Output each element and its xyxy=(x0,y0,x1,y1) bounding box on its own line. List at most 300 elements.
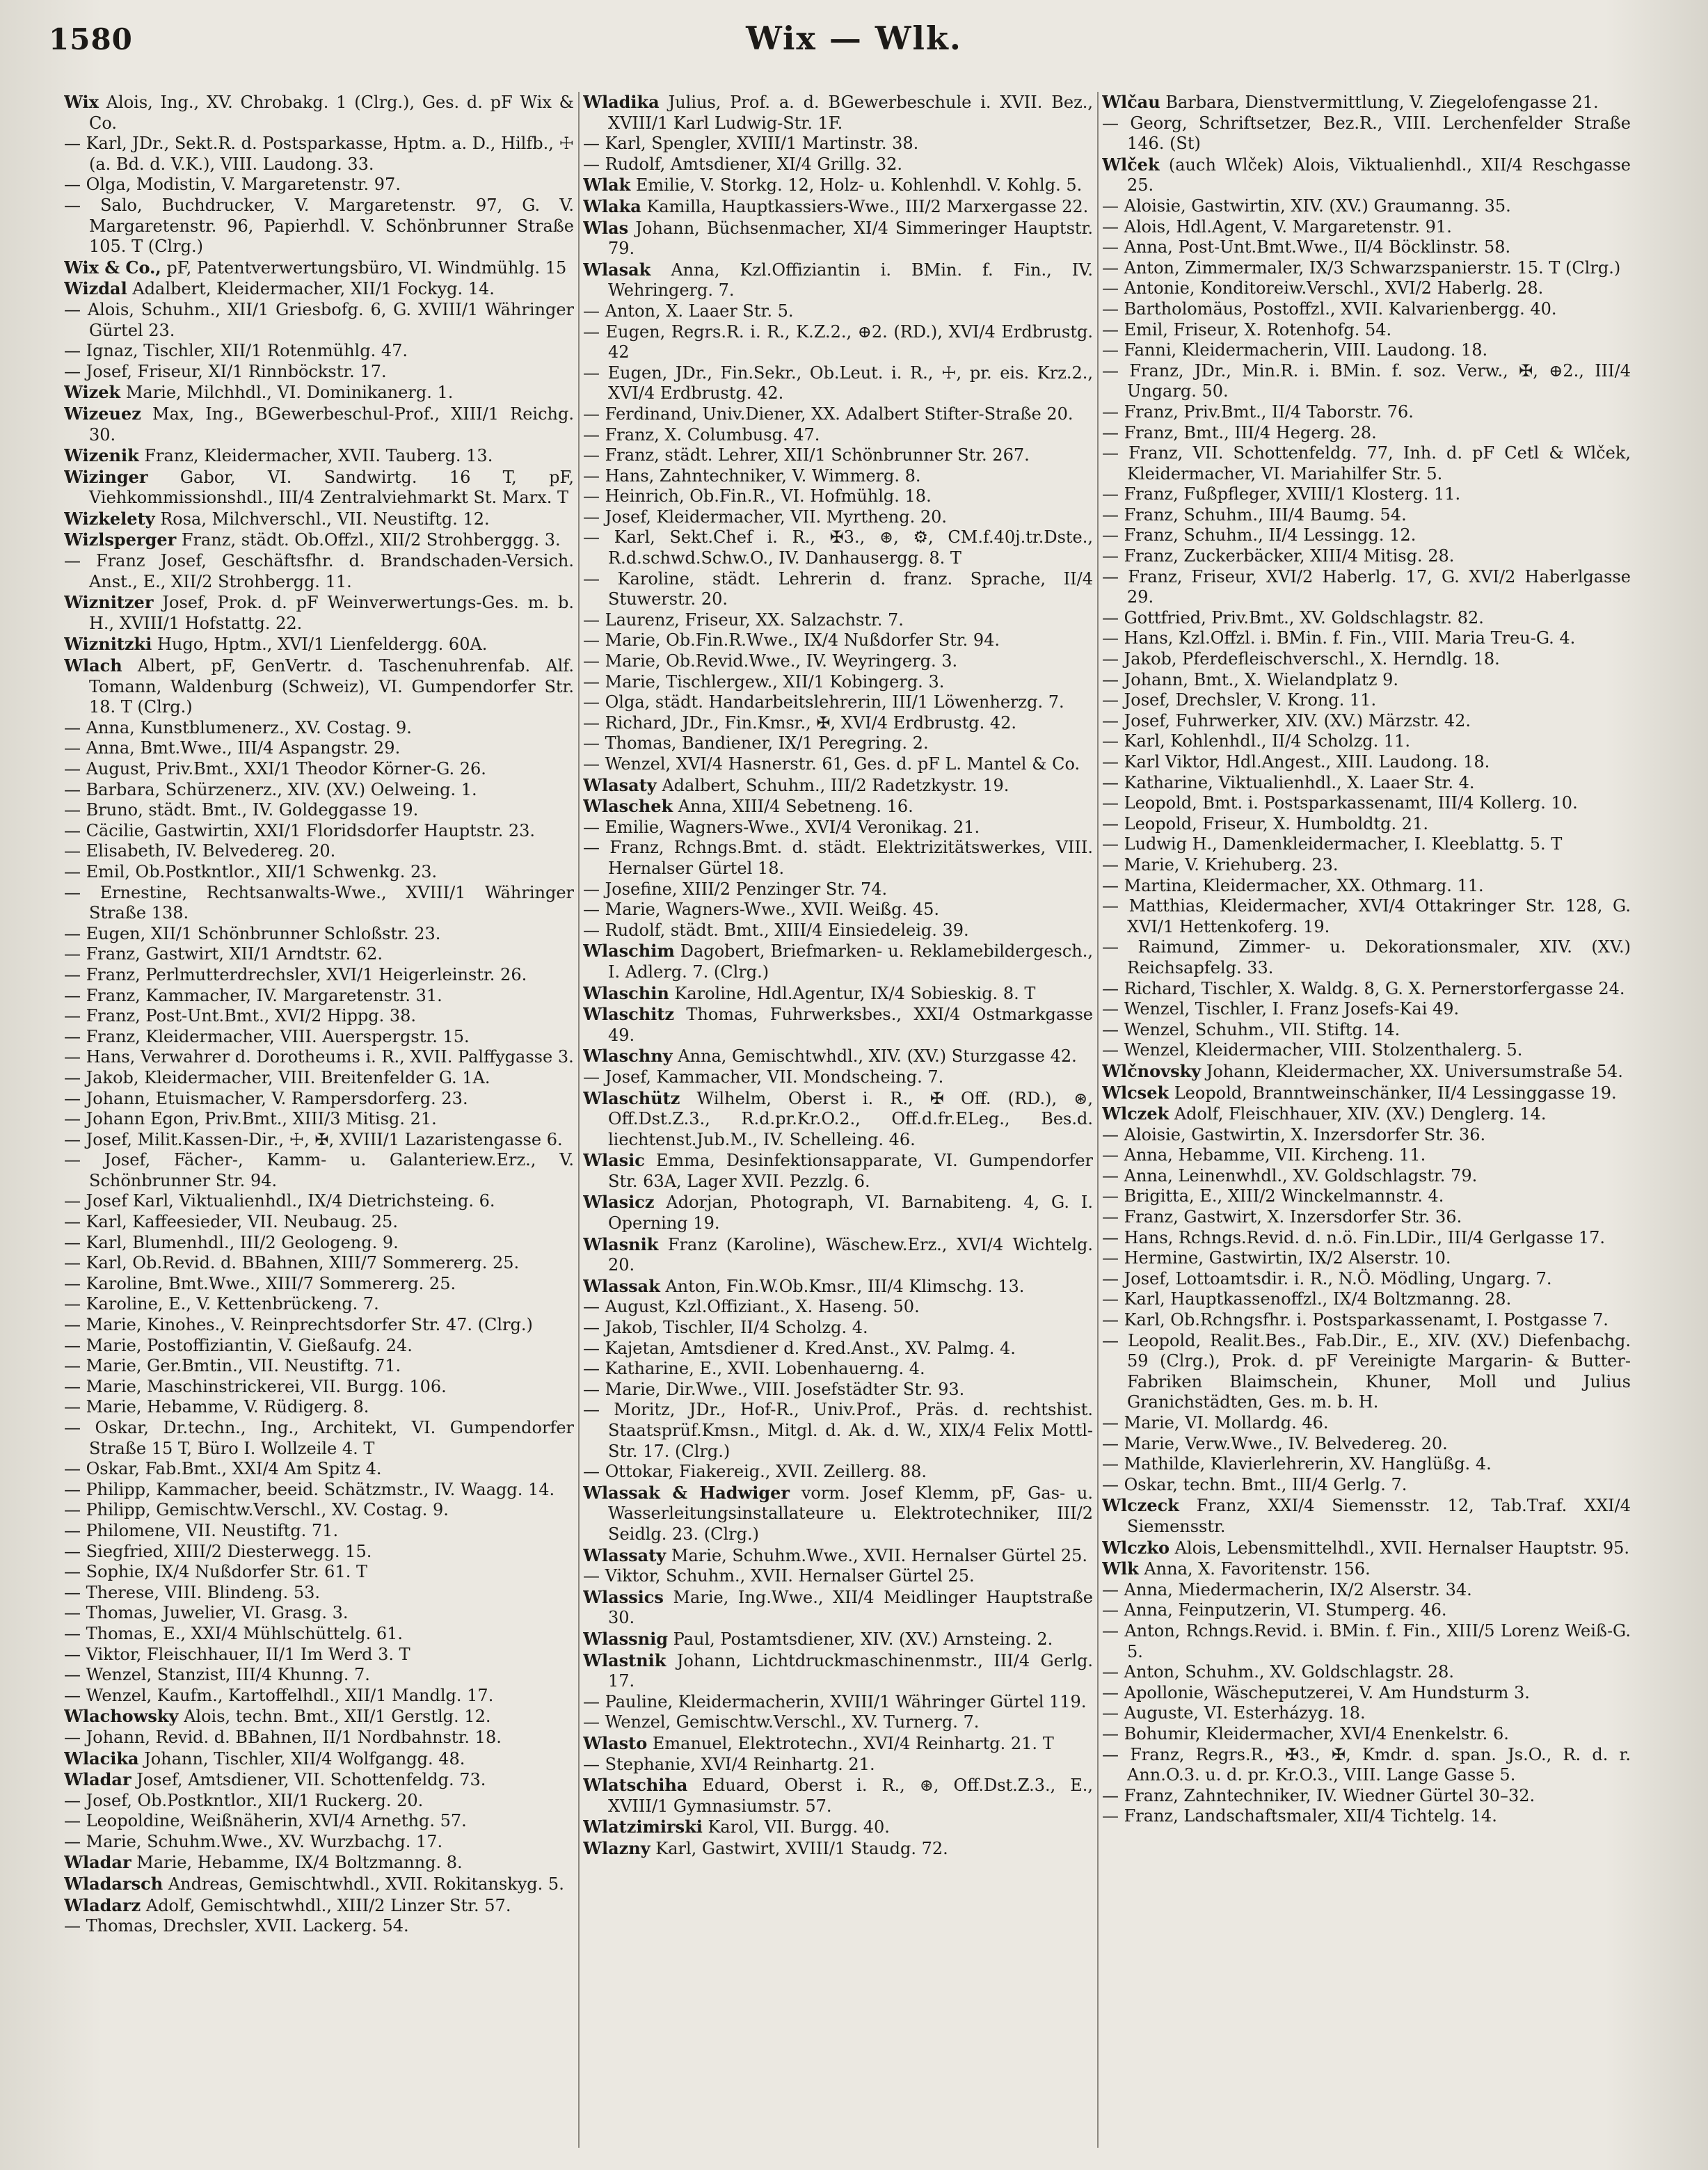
entry-details: — Marie, Hebamme, V. Rüdigerg. 8. xyxy=(64,1397,369,1417)
directory-entry xyxy=(583,630,1093,651)
entry-details: Adolf, Fleischhauer, XIV. (XV.) Denglerg. 14. xyxy=(1169,1104,1547,1124)
entry-details: Anna, Gemischtwhdl., XIV. (XV.) Sturzgasse 42. xyxy=(672,1046,1077,1067)
directory-entry xyxy=(1102,834,1631,855)
directory-entry xyxy=(583,1545,1093,1567)
entry-details: — Anton, Rchngs.Revid. i. BMin. f. Fin., XIII/5 Lorenz Weiß-G. 5. xyxy=(1102,1620,1631,1661)
directory-entry xyxy=(583,260,1093,301)
entry-surname: Wiznitzer xyxy=(64,592,154,613)
entry-details: — Karl, Spengler, XVIII/1 Martinstr. 38. xyxy=(583,134,919,154)
entry-surname: Wlčnovsky xyxy=(1102,1060,1202,1081)
entry-details: — Karl, Kohlenhdl., II/4 Scholzg. 11. xyxy=(1102,731,1411,751)
entry-details: — Philomene, VII. Neustiftg. 71. xyxy=(64,1520,339,1540)
entry-details: Adolf, Gemischtwhdl., XIII/2 Linzer Str. 57. xyxy=(141,1895,511,1915)
column-3 xyxy=(1102,92,1631,2151)
entry-details: — Hermine, Gastwirtin, IX/2 Alserstr. 10. xyxy=(1102,1248,1451,1268)
directory-entry xyxy=(583,301,1093,322)
directory-entry xyxy=(64,634,574,655)
entry-surname: Wlacika xyxy=(64,1748,139,1769)
directory-entry xyxy=(1102,1703,1631,1724)
directory-entry xyxy=(1102,1806,1631,1827)
entry-surname: Wlastnik xyxy=(583,1650,667,1670)
directory-entry xyxy=(583,838,1093,879)
directory-entry xyxy=(64,780,574,801)
entry-details: — Wenzel, Gemischtw.Verschl., XV. Turnerg. 7. xyxy=(583,1712,980,1732)
directory-entry xyxy=(64,1624,574,1645)
entry-details: — Gottfried, Priv.Bmt., XV. Goldschlagstr. 82. xyxy=(1102,607,1484,628)
entry-details: Johann, Kleidermacher, XX. Universumstraße 54. xyxy=(1201,1061,1623,1081)
directory-entry xyxy=(64,1686,574,1707)
entry-details: Wilhelm, Oberst i. R., ✠ Off. (RD.), ⊛, Off.Dst.Z.3., R.d.pr.Kr.O.2., Off.d.fr.ELeg., Bes.d. liechtenst.Jub.M., IV. Schelleing. 46. xyxy=(608,1088,1093,1149)
directory-entry xyxy=(1102,979,1631,1000)
entry-details: — Marie, Ob.Revid.Wwe., IV. Weyringerg. 3. xyxy=(583,651,958,671)
directory-entry xyxy=(583,879,1093,900)
entry-surname: Wlassak & Hadwiger xyxy=(583,1482,790,1503)
entry-details: — Anna, Leinenwhdl., XV. Goldschlagstr. 79. xyxy=(1102,1165,1478,1186)
directory-entry xyxy=(583,404,1093,425)
directory-entry xyxy=(64,300,574,341)
entry-details: — Thomas, Bandiener, IX/1 Peregring. 2. xyxy=(583,733,929,753)
entry-details: Anton, Fin.W.Ob.Kmsr., III/4 Klimschg. 13. xyxy=(660,1276,1025,1296)
directory-entry xyxy=(583,1462,1093,1483)
entry-details: — August, Kzl.Offiziant., X. Haseng. 50. xyxy=(583,1297,920,1317)
entry-details: — Georg, Schriftsetzer, Bez.R., VIII. Lerchenfelder Straße 146. (St) xyxy=(1102,113,1631,154)
entry-details: — Mathilde, Klavierlehrerin, XV. Hanglüßg. 4. xyxy=(1102,1454,1492,1474)
entry-details: — Elisabeth, IV. Belvedereg. 20. xyxy=(64,841,336,861)
entry-details: — Anna, Post-Unt.Bmt.Wwe., II/4 Böcklinstr. 58. xyxy=(1102,237,1511,257)
entry-details: — Karl, Ob.Rchngsfhr. i. Postsparkassenamt, I. Postgasse 7. xyxy=(1102,1310,1609,1330)
entry-surname: Wlassaty xyxy=(583,1545,667,1565)
entry-details: — Bruno, städt. Bmt., IV. Goldeggasse 19. xyxy=(64,800,419,820)
entry-details: Paul, Postamtsdiener, XIV. (XV.) Arnsteing. 2. xyxy=(668,1629,1053,1649)
entry-details: — Marie, Wagners-Wwe., XVII. Weißg. 45. xyxy=(583,900,939,920)
entry-details: — Kajetan, Amtsdiener d. Kred.Anst., XV. Palmg. 4. xyxy=(583,1338,1016,1358)
directory-entry xyxy=(1102,1413,1631,1434)
directory-entry xyxy=(583,1692,1093,1713)
entry-details: — Eugen, XII/1 Schönbrunner Schloßstr. 23. xyxy=(64,923,441,943)
column-divider xyxy=(1097,92,1099,2148)
entry-details: — Viktor, Fleischhauer, II/1 Im Werd 3. T xyxy=(64,1644,410,1664)
entry-details: — Franz, Gastwirt, X. Inzersdorfer Str. 36. xyxy=(1102,1207,1462,1227)
entry-details: — Franz, Priv.Bmt., II/4 Taborstr. 76. xyxy=(1102,401,1414,422)
entry-details: — Hans, Kzl.Offzl. i. BMin. f. Fin., VIII. Maria Treu-G. 4. xyxy=(1102,628,1576,648)
directory-entry xyxy=(64,883,574,924)
directory-entry xyxy=(1102,546,1631,567)
entry-details: — Heinrich, Ob.Fin.R., VI. Hofmühlg. 18. xyxy=(583,486,932,506)
directory-entry xyxy=(583,1339,1093,1359)
directory-entry xyxy=(583,486,1093,507)
entry-details: Barbara, Dienstvermittlung, V. Ziegelofengasse 21. xyxy=(1160,93,1599,112)
entry-surname: Wizdal xyxy=(64,278,127,299)
entry-details: — Wenzel, Tischler, I. Franz Josefs-Kai 49. xyxy=(1102,999,1460,1019)
directory-entry xyxy=(583,218,1093,260)
directory-entry xyxy=(64,1212,574,1233)
entry-details: — Anna, Bmt.Wwe., III/4 Aspangstr. 29. xyxy=(64,738,401,758)
directory-entry xyxy=(1102,773,1631,794)
entry-details: — Josef, Drechsler, V. Krong. 11. xyxy=(1102,690,1377,710)
directory-entry xyxy=(583,1838,1093,1860)
entry-surname: Wizenik xyxy=(64,445,139,466)
directory-entry xyxy=(64,1791,574,1812)
entry-details: — Franz, Friseur, XVI/2 Haberlg. 17, G. XVI/2 Haberlgasse 29. xyxy=(1102,566,1631,607)
entry-details: Adalbert, Schuhm., III/2 Radetzkystr. 19. xyxy=(656,775,1009,795)
entry-surname: Wladarz xyxy=(64,1894,141,1915)
column-2 xyxy=(583,92,1093,2151)
directory-entry xyxy=(583,1483,1093,1545)
entry-details: — Hans, Rchngs.Revid. d. n.ö. Fin.LDir., III/4 Gerlgasse 17. xyxy=(1102,1227,1605,1247)
directory-entry xyxy=(583,1318,1093,1339)
entry-details: Thomas, Fuhrwerksbes., XXI/4 Ostmarkgasse 49. xyxy=(608,1005,1093,1045)
entry-surname: Wlazny xyxy=(583,1837,651,1858)
entry-details: — Johann Egon, Priv.Bmt., XIII/3 Mitisg. 21. xyxy=(64,1109,437,1129)
directory-entry xyxy=(64,1253,574,1274)
directory-entry xyxy=(583,1566,1093,1587)
entry-details: — Jakob, Pferdefleischverschl., X. Herndlg. 18. xyxy=(1102,649,1500,669)
entry-surname: Wladika xyxy=(583,92,660,112)
entry-details: — Franz, Kammacher, IV. Margaretenstr. 31. xyxy=(64,985,442,1005)
directory-entry xyxy=(64,1047,574,1068)
entry-details: — Josefine, XIII/2 Penzinger Str. 74. xyxy=(583,879,888,899)
entry-details: — Ignaz, Tischler, XII/1 Rotenmühlg. 47. xyxy=(64,341,408,361)
entry-details: — Franz, Rchngs.Bmt. d. städt. Elektrizitätswerkes, VIII. Hernalser Gürtel 18. xyxy=(583,838,1093,878)
entry-details: — Anton, X. Laaer Str. 5. xyxy=(583,301,794,321)
entry-details: — Franz, Post-Unt.Bmt., XVI/2 Hippg. 38. xyxy=(64,1006,417,1026)
entry-details: — Pauline, Kleidermacherin, XVIII/1 Währinger Gürtel 119. xyxy=(583,1691,1087,1712)
directory-entry xyxy=(1102,1621,1631,1662)
directory-entry xyxy=(583,527,1093,568)
entry-surname: Wlach xyxy=(64,655,122,676)
directory-entry xyxy=(64,1150,574,1191)
entry-details: Franz (Karoline), Wäschew.Erz., XVI/4 Wichtelg. 20. xyxy=(608,1234,1093,1275)
directory-entry xyxy=(64,1006,574,1027)
entry-details: — August, Priv.Bmt., XXI/1 Theodor Körner-G. 26. xyxy=(64,759,486,779)
directory-entry xyxy=(1102,752,1631,773)
directory-entry xyxy=(64,1377,574,1398)
directory-entry xyxy=(64,134,574,175)
entry-details: — Ferdinand, Univ.Diener, XX. Adalbert Stifter-Straße 20. xyxy=(583,404,1074,424)
directory-entry xyxy=(1102,1683,1631,1704)
entry-details: — Richard, JDr., Fin.Kmsr., ✠, XVI/4 Erdbrustg. 42. xyxy=(583,712,1017,733)
directory-entry xyxy=(583,569,1093,610)
directory-entry xyxy=(1102,1538,1631,1559)
directory-entry xyxy=(64,965,574,986)
entry-details: — Ottokar, Fiakereig., XVII. Zeillerg. 88. xyxy=(583,1462,927,1482)
entry-surname: Wlatzimirski xyxy=(583,1817,703,1837)
directory-entry xyxy=(64,1895,574,1917)
entry-details: — Franz, städt. Lehrer, XII/1 Schönbrunner Str. 267. xyxy=(583,445,1030,465)
directory-entry xyxy=(1102,814,1631,835)
entry-details: — Raimund, Zimmer- u. Dekorationsmaler, XIV. (XV.) Reichsapfelg. 33. xyxy=(1102,937,1631,978)
entry-surname: Wlasnik xyxy=(583,1234,659,1254)
entry-details: — Josef, Kleidermacher, VII. Myrtheng. 20. xyxy=(583,506,947,527)
directory-entry xyxy=(583,1755,1093,1776)
entry-details: — Emil, Ob.Postkntlor., XII/1 Schwenkg. 23. xyxy=(64,861,438,881)
entry-details: — Alois, Schuhm., XII/1 Griesbofg. 6, G. XVIII/1 Währinger Gürtel 23. xyxy=(64,299,574,340)
directory-entry xyxy=(64,800,574,821)
directory-entry xyxy=(1102,258,1631,279)
entry-details: — Franz, JDr., Min.R. i. BMin. f. soz. Verw., ✠, ⊕2., III/4 Ungarg. 50. xyxy=(1102,360,1631,401)
directory-entry xyxy=(64,1109,574,1130)
directory-entry xyxy=(583,322,1093,363)
directory-entry xyxy=(583,941,1093,982)
entry-surname: Wizkelety xyxy=(64,508,155,529)
entry-surname: Wlasaty xyxy=(583,774,657,795)
entry-details: Eduard, Oberst i. R., ⊛, Off.Dst.Z.3., E., XVIII/1 Gymnasiumstr. 57. xyxy=(608,1776,1093,1816)
entry-details: — Jakob, Tischler, II/4 Scholzg. 4. xyxy=(583,1318,868,1338)
entry-surname: Wlaschin xyxy=(583,982,669,1003)
directory-entry xyxy=(1102,1289,1631,1310)
entry-details: — Hans, Verwahrer d. Dorotheums i. R., XVII. Palffygasse 3. xyxy=(64,1047,574,1067)
entry-details: — Anton, Zimmermaler, IX/3 Schwarzspanierstr. 15. T (Clrg.) xyxy=(1102,257,1621,278)
entry-details: Hugo, Hptm., XVI/1 Lienfeldergg. 60A. xyxy=(152,635,488,655)
entry-details: — Franz, Kleidermacher, VIII. Auerspergstr. 15. xyxy=(64,1026,470,1046)
entry-details: — Franz, VII. Schottenfeldg. 77, Inh. d. pF Cetl & Wlček, Kleidermacher, VI. Mariahilfer Str. 5. xyxy=(1102,443,1631,484)
entry-details: — Barbara, Schürzenerz., XIV. (XV.) Oelweing. 1. xyxy=(64,779,477,799)
entry-details: — Matthias, Kleidermacher, XVI/4 Ottakringer Str. 128, G. XVI/1 Hettenkoferg. 19. xyxy=(1102,896,1631,936)
directory-entry xyxy=(1102,320,1631,341)
directory-entry xyxy=(64,1500,574,1521)
entry-details: Emanuel, Elektrotechn., XVI/4 Reinhartg. 21. T xyxy=(647,1733,1054,1753)
entry-surname: Wlachowsky xyxy=(64,1706,179,1727)
directory-entry xyxy=(1102,1434,1631,1455)
entry-details: — Bohumir, Kleidermacher, XVI/4 Enenkelstr. 6. xyxy=(1102,1723,1509,1744)
directory-entry xyxy=(583,1733,1093,1755)
entry-details: — Laurenz, Friseur, XX. Salzachstr. 7. xyxy=(583,609,904,630)
directory-entry xyxy=(64,1706,574,1728)
entry-details: — Anton, Schuhm., XV. Goldschlagstr. 28. xyxy=(1102,1662,1455,1682)
directory-entry xyxy=(583,775,1093,797)
entry-surname: Wlček xyxy=(1102,154,1160,175)
directory-entry xyxy=(64,445,574,467)
entry-details: Julius, Prof. a. d. BGewerbeschule i. XVII. Bez., XVIII/1 Karl Ludwig-Str. 1F. xyxy=(608,93,1093,133)
entry-details: — Leopold, Bmt. i. Postsparkassenamt, III/4 Kollerg. 10. xyxy=(1102,793,1578,813)
entry-details: — Martina, Kleidermacher, XX. Othmarg. 11. xyxy=(1102,875,1484,895)
entry-details: — Viktor, Schuhm., XVII. Hernalser Gürtel 25. xyxy=(583,1566,975,1586)
directory-entry xyxy=(1102,1103,1631,1125)
entry-details: Josef, Prok. d. pF Weinverwertungs-Ges. m. b. H., XVIII/1 Hofstattg. 22. xyxy=(89,593,574,633)
directory-entry xyxy=(583,1276,1093,1298)
entry-surname: Wlaschütz xyxy=(583,1087,680,1108)
directory-entry xyxy=(64,1397,574,1418)
entry-surname: Wlczeck xyxy=(1102,1495,1179,1516)
directory-entry xyxy=(64,944,574,965)
directory-entry xyxy=(1102,1724,1631,1745)
entry-details: Emilie, V. Storkg. 12, Holz- u. Kohlenhdl. V. Kohlg. 5. xyxy=(630,175,1083,196)
directory-entry xyxy=(64,1916,574,1937)
entry-details: — Hans, Zahntechniker, V. Wimmerg. 8. xyxy=(583,465,921,486)
entry-details: — Wenzel, Kaufm., Kartoffelhdl., XII/1 Mandlg. 17. xyxy=(64,1685,494,1705)
directory-entry xyxy=(1102,217,1631,238)
directory-entry xyxy=(583,754,1093,775)
entry-details: — Marie, Ger.Bmtin., VII. Neustiftg. 71. xyxy=(64,1356,401,1376)
directory-entry xyxy=(583,92,1093,134)
directory-entry xyxy=(1102,670,1631,691)
directory-entry xyxy=(64,1521,574,1542)
entry-details: — Josef, Fuhrwerker, XIV. (XV.) Märzstr. 42. xyxy=(1102,710,1471,731)
entry-details: — Oskar, Fab.Bmt., XXI/4 Am Spitz 4. xyxy=(64,1459,382,1479)
directory-entry xyxy=(1102,361,1631,402)
directory-entry xyxy=(64,1769,574,1791)
directory-entry xyxy=(1102,1269,1631,1290)
entry-details: — Josef, Lottoamtsdir. i. R., N.Ö. Mödling, Ungarg. 7. xyxy=(1102,1268,1552,1289)
entry-details: Johann, Büchsenmacher, XI/4 Simmeringer Hauptstr. 79. xyxy=(608,218,1093,259)
entry-details: — Emil, Friseur, X. Rotenhofg. 54. xyxy=(1102,319,1392,340)
directory-entry xyxy=(64,1068,574,1089)
entry-details: — Franz, Zahntechniker, IV. Wiedner Gürtel 30–32. xyxy=(1102,1785,1535,1805)
directory-entry xyxy=(64,1294,574,1315)
directory-entry xyxy=(64,1418,574,1459)
directory-entry xyxy=(1102,1558,1631,1580)
entry-details: Marie, Ing.Wwe., XII/4 Meidlinger Hauptstraße 30. xyxy=(608,1587,1093,1628)
entry-details: — Karoline, städt. Lehrerin d. franz. Sprache, II/4 Stuwerstr. 20. xyxy=(583,568,1093,609)
entry-details: — Josef, Friseur, XI/1 Rinnböckstr. 17. xyxy=(64,361,387,381)
directory-entry xyxy=(583,1775,1093,1817)
directory-entry xyxy=(64,92,574,134)
directory-entry xyxy=(1102,1186,1631,1207)
entry-details: — Marie, Kinohes., V. Reinprechtsdorfer Str. 47. (Clrg.) xyxy=(64,1315,533,1335)
entry-details: — Jakob, Kleidermacher, VIII. Breitenfelder G. 1A. xyxy=(64,1067,490,1087)
directory-entry xyxy=(1102,1125,1631,1146)
entry-details: — Marie, V. Kriehuberg. 23. xyxy=(1102,854,1339,875)
directory-entry xyxy=(583,425,1093,446)
entry-surname: Wiznitzki xyxy=(64,634,152,655)
directory-entry xyxy=(64,718,574,739)
directory-entry xyxy=(1102,649,1631,670)
directory-entry xyxy=(1102,1600,1631,1621)
directory-entry xyxy=(1102,855,1631,876)
entry-details: Emma, Desinfektionsapparate, VI. Gumpendorfer Str. 63A, Lager XVII. Pezzlg. 6. xyxy=(608,1151,1093,1191)
directory-entry xyxy=(64,1852,574,1874)
entry-details: — Johann, Revid. d. BBahnen, II/1 Nordbahnstr. 18. xyxy=(64,1727,502,1747)
entry-details: — Franz, Schuhm., II/4 Lessingg. 12. xyxy=(1102,525,1416,545)
entry-surname: Wix & Co., xyxy=(64,257,161,278)
directory-entry xyxy=(64,509,574,530)
entry-details: — Franz, Zuckerbäcker, XIII/4 Mitisg. 28. xyxy=(1102,546,1455,566)
entry-details: Alois, Ing., XV. Chrobakg. 1 (Clrg.), Ges. d. pF Wix & Co. xyxy=(89,93,574,133)
entry-details: — Eugen, JDr., Fin.Sekr., Ob.Leut. i. R., ☩, pr. eis. Krz.2., XVI/4 Erdbrustg. 42. xyxy=(583,362,1093,404)
directory-entry xyxy=(583,1712,1093,1733)
entry-surname: Wladar xyxy=(64,1769,131,1790)
entry-details: — Oskar, techn. Bmt., III/4 Gerlg. 7. xyxy=(1102,1474,1407,1494)
entry-details: — Karl, Hauptkassenoffzl., IX/4 Boltzmanng. 28. xyxy=(1102,1289,1512,1309)
entry-details: Alois, Lebensmittelhdl., XVII. Hernalser Hauptstr. 95. xyxy=(1169,1538,1629,1558)
entry-details: — Karl, Kaffeesieder, VII. Neubaug. 25. xyxy=(64,1212,398,1232)
entry-details: — Ernestine, Rechtsanwalts-Wwe., XVIII/1 Währinger Straße 138. xyxy=(64,882,574,923)
directory-entry xyxy=(1102,628,1631,649)
directory-entry xyxy=(583,920,1093,941)
entry-details: — Fanni, Kleidermacherin, VIII. Laudong. 18. xyxy=(1102,340,1488,360)
directory-entry xyxy=(1102,1580,1631,1601)
directory-entry xyxy=(583,154,1093,175)
entry-details: Karoline, Hdl.Agentur, IX/4 Sobieskig. 8. T xyxy=(669,983,1036,1003)
directory-entry xyxy=(1102,1207,1631,1228)
entry-details: — Aloisie, Gastwirtin, X. Inzersdorfer Str. 36. xyxy=(1102,1124,1486,1144)
directory-entry xyxy=(1102,608,1631,629)
entry-details: Johann, Tischler, XII/4 Wolfgangg. 48. xyxy=(138,1748,465,1769)
entry-details: — Marie, Schuhm.Wwe., XV. Wurzbachg. 17. xyxy=(64,1831,443,1851)
entry-surname: Wlasic xyxy=(583,1150,645,1171)
directory-entry xyxy=(583,796,1093,817)
entry-details: — Thomas, Drechsler, XVII. Lackerg. 54. xyxy=(64,1916,409,1936)
entry-details: — Olga, Modistin, V. Margaretenstr. 97. xyxy=(64,175,401,195)
entry-details: — Apollonie, Wäscheputzerei, V. Am Hundsturm 3. xyxy=(1102,1682,1530,1702)
directory-entry xyxy=(64,1274,574,1295)
directory-entry xyxy=(1102,1145,1631,1166)
entry-details: Franz, städt. Ob.Offzl., XII/2 Strohberggg. 3. xyxy=(176,530,561,550)
directory-entry xyxy=(1102,1083,1631,1104)
entry-details: — Sophie, IX/4 Nußdorfer Str. 61. T xyxy=(64,1562,367,1582)
entry-details: Marie, Milchhdl., VI. Dominikanerg. 1. xyxy=(120,383,454,403)
entry-details: — Johann, Bmt., X. Wielandplatz 9. xyxy=(1102,669,1398,689)
directory-entry xyxy=(64,1336,574,1357)
entry-details: — Marie, Maschinstrickerei, VII. Burgg. 106. xyxy=(64,1376,447,1396)
entry-details: — Wenzel, Schuhm., VII. Stiftg. 14. xyxy=(1102,1019,1400,1039)
directory-entry xyxy=(583,900,1093,920)
directory-entry xyxy=(583,134,1093,154)
directory-entry xyxy=(583,1297,1093,1318)
entry-details: — Marie, Ob.Fin.R.Wwe., IX/4 Nußdorfer Str. 94. xyxy=(583,630,1000,651)
directory-entry xyxy=(64,175,574,196)
directory-entry xyxy=(583,363,1093,404)
entry-surname: Wlaschim xyxy=(583,941,675,962)
directory-entry xyxy=(1102,1745,1631,1786)
entry-details: — Marie, Tischlergew., XII/1 Kobingerg. 3. xyxy=(583,671,945,692)
entry-details: Adorjan, Photograph, VI. Barnabiteng. 4, G. I. Operning 19. xyxy=(608,1192,1093,1234)
directory-entry xyxy=(64,467,574,509)
entry-surname: Wlczko xyxy=(1102,1537,1170,1558)
directory-entry xyxy=(64,1603,574,1624)
directory-entry xyxy=(1102,1228,1631,1249)
directory-entry xyxy=(1102,1495,1631,1537)
entry-details: Kamilla, Hauptkassiers-Wwe., III/2 Marxergasse 22. xyxy=(641,196,1089,216)
entry-surname: Wlassak xyxy=(583,1275,660,1296)
entry-surname: Wlčau xyxy=(1102,92,1160,112)
directory-entry xyxy=(1102,876,1631,897)
entry-details: — Wenzel, XVI/4 Hasnerstr. 61, Ges. d. pF L. Mantel & Co. xyxy=(583,754,1080,774)
entry-details: — Marie, Postoffiziantin, V. Gießaufg. 24. xyxy=(64,1335,413,1355)
directory-entry xyxy=(583,1587,1093,1629)
directory-entry xyxy=(583,445,1093,466)
entry-details: — Leopold, Friseur, X. Humboldtg. 21. xyxy=(1102,813,1428,833)
directory-entry xyxy=(1102,711,1631,732)
directory-entry xyxy=(1102,1662,1631,1683)
directory-entry xyxy=(1102,299,1631,320)
entry-details: — Franz Josef, Geschäftsfhr. d. Brandschaden-Versich. Anst., E., XII/2 Strohbergg. 11. xyxy=(64,551,574,591)
entry-surname: Wlas xyxy=(583,217,629,238)
entry-details: Alois, techn. Bmt., XII/1 Gerstlg. 12. xyxy=(178,1707,491,1727)
directory-entry xyxy=(1102,1020,1631,1041)
entry-details: — Ludwig H., Damenkleidermacher, I. Kleeblattg. 5. T xyxy=(1102,834,1563,854)
directory-entry xyxy=(64,362,574,383)
entry-details: — Karl, JDr., Sekt.R. d. Postsparkasse, Hptm. a. D., Hilfb., ☩ (a. Bd. d. V.K.), VIII. Laudong. 33. xyxy=(64,134,574,174)
entry-details: — Franz, Landschaftsmaler, XII/4 Tichtelg. 14. xyxy=(1102,1806,1497,1826)
directory-entry xyxy=(1102,443,1631,484)
entry-details: — Therese, VIII. Blindeng. 53. xyxy=(64,1582,321,1602)
entry-details: — Anna, Feinputzerin, VI. Stumperg. 46. xyxy=(1102,1600,1447,1620)
entry-details: — Cäcilie, Gastwirtin, XXI/1 Floridsdorfer Hauptstr. 23. xyxy=(64,820,536,840)
entry-details: Franz, XXI/4 Siemensstr. 12, Tab.Traf. XXI/4 Siemensstr. xyxy=(1127,1496,1631,1536)
entry-details: — Karl, Ob.Revid. d. BBahnen, XIII/7 Sommererg. 25. xyxy=(64,1253,520,1273)
directory-entry xyxy=(1102,999,1631,1020)
directory-entry xyxy=(583,1150,1093,1192)
directory-entry xyxy=(64,759,574,780)
entry-details: — Marie, VI. Mollardg. 46. xyxy=(1102,1413,1329,1433)
directory-entry xyxy=(583,1192,1093,1234)
directory-entry xyxy=(583,1380,1093,1401)
entry-details: — Franz, X. Columbusg. 47. xyxy=(583,424,820,445)
entry-details: — Karl Viktor, Hdl.Angest., XIII. Laudong. 18. xyxy=(1102,752,1490,772)
directory-entry xyxy=(583,196,1093,218)
entry-details: — Rudolf, Amtsdiener, XI/4 Grillg. 32. xyxy=(583,154,902,174)
